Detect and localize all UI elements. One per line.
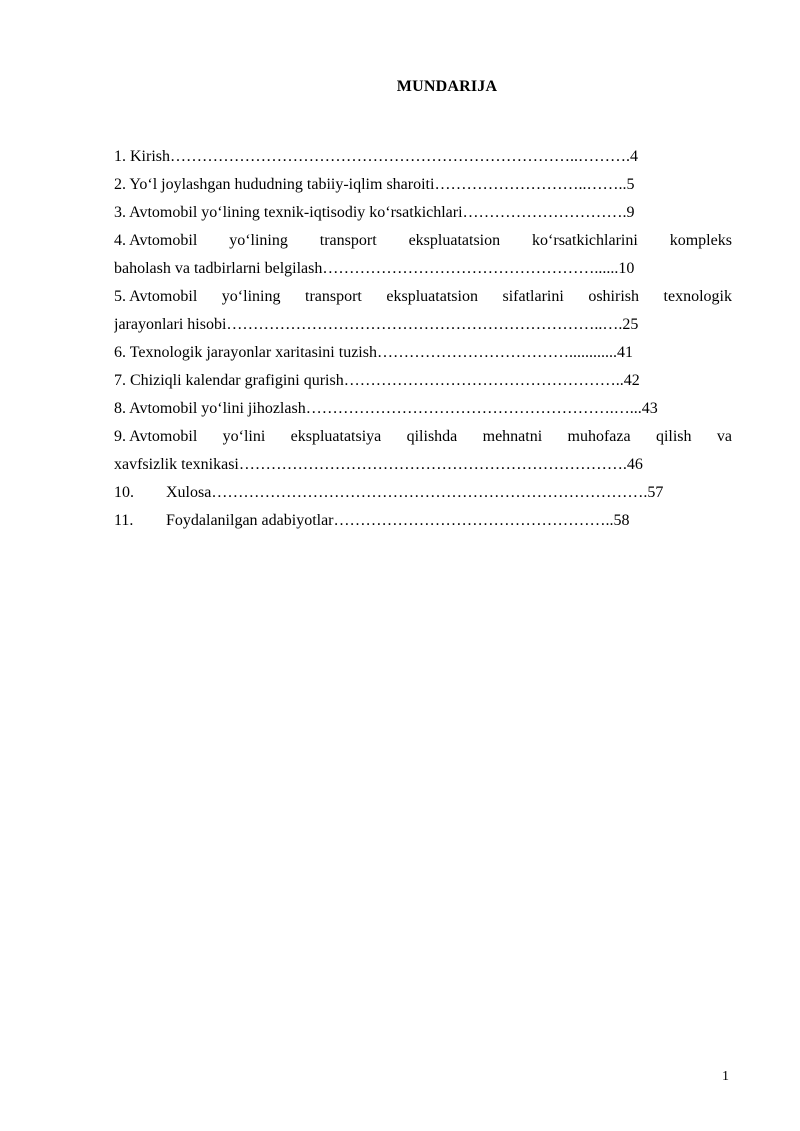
toc-word: oshirish	[588, 288, 639, 305]
toc-entry-9-line-2: xavfsizlik texnikasi……………………………………………………………….46	[114, 456, 643, 473]
table-of-contents	[114, 143, 732, 535]
toc-entry-7: 7. Chiziqli kalendar grafigini qurish……………………………………………..42	[114, 372, 640, 389]
toc-word: ekspluatatsion	[408, 232, 501, 249]
toc-entry-text: Xulosa……………………………………………………………………….57	[166, 484, 664, 501]
toc-word: ko‘rsatkichlarini	[532, 232, 638, 249]
toc-word: qilishda	[406, 428, 458, 445]
toc-word: transport	[305, 288, 362, 305]
toc-word: ekspluatatsiya	[290, 428, 382, 445]
toc-entry-8: 8. Avtomobil yo‘lini jihozlash………………………………………………….…...43	[114, 400, 658, 417]
toc-word: kompleks	[669, 232, 732, 249]
toc-entry-6: 6. Texnologik jarayonlar xaritasini tuzish………………………………............41	[114, 344, 633, 361]
toc-word: yo‘lini	[222, 428, 266, 445]
toc-entry-9-line-1	[114, 423, 732, 451]
toc-entry-3: 3. Avtomobil yo‘lining texnik-iqtisodiy ko‘rsatkichlari………………………….9	[114, 204, 635, 221]
page-number: 1	[722, 1069, 729, 1084]
toc-word: transport	[319, 232, 377, 249]
toc-word: va	[716, 428, 732, 445]
toc-word: mehnatni	[482, 428, 543, 445]
toc-entry-11	[114, 507, 732, 535]
toc-entry-10	[114, 479, 732, 507]
toc-entry-4-line-1	[114, 227, 732, 255]
toc-entry-number: 10.	[114, 484, 134, 501]
toc-entry-4-line-2: baholash va tadbirlarni belgilash……………………………………………......10	[114, 260, 635, 277]
toc-word: yo‘lining	[229, 232, 288, 249]
toc-word: 5. Avtomobil	[114, 288, 198, 305]
toc-entry-number: 11.	[114, 512, 134, 529]
toc-word: ekspluatatsion	[386, 288, 478, 305]
toc-word: 4. Avtomobil	[114, 232, 198, 249]
page-title: MUNDARIJA	[396, 78, 498, 95]
toc-entry-5-line-1	[114, 283, 732, 311]
toc-entry-1: 1. Kirish…………………………………………………………………..……….4	[114, 148, 638, 165]
toc-word: muhofaza	[567, 428, 631, 445]
toc-word: qilish	[655, 428, 692, 445]
toc-entry-text: Foydalanilgan adabiyotlar……………………………………………..58	[166, 512, 630, 529]
toc-word: yo‘lining	[221, 288, 281, 305]
toc-word: 9. Avtomobil	[114, 428, 198, 445]
toc-word: sifatlarini	[502, 288, 564, 305]
toc-entry-2: 2. Yo‘l joylashgan hududning tabiiy-iqlim sharoiti………………………..……..5	[114, 176, 635, 193]
toc-entry-5-line-2: jarayonlari hisobi……………………………………………………………..….25	[114, 316, 639, 333]
toc-word: texnologik	[663, 288, 732, 305]
